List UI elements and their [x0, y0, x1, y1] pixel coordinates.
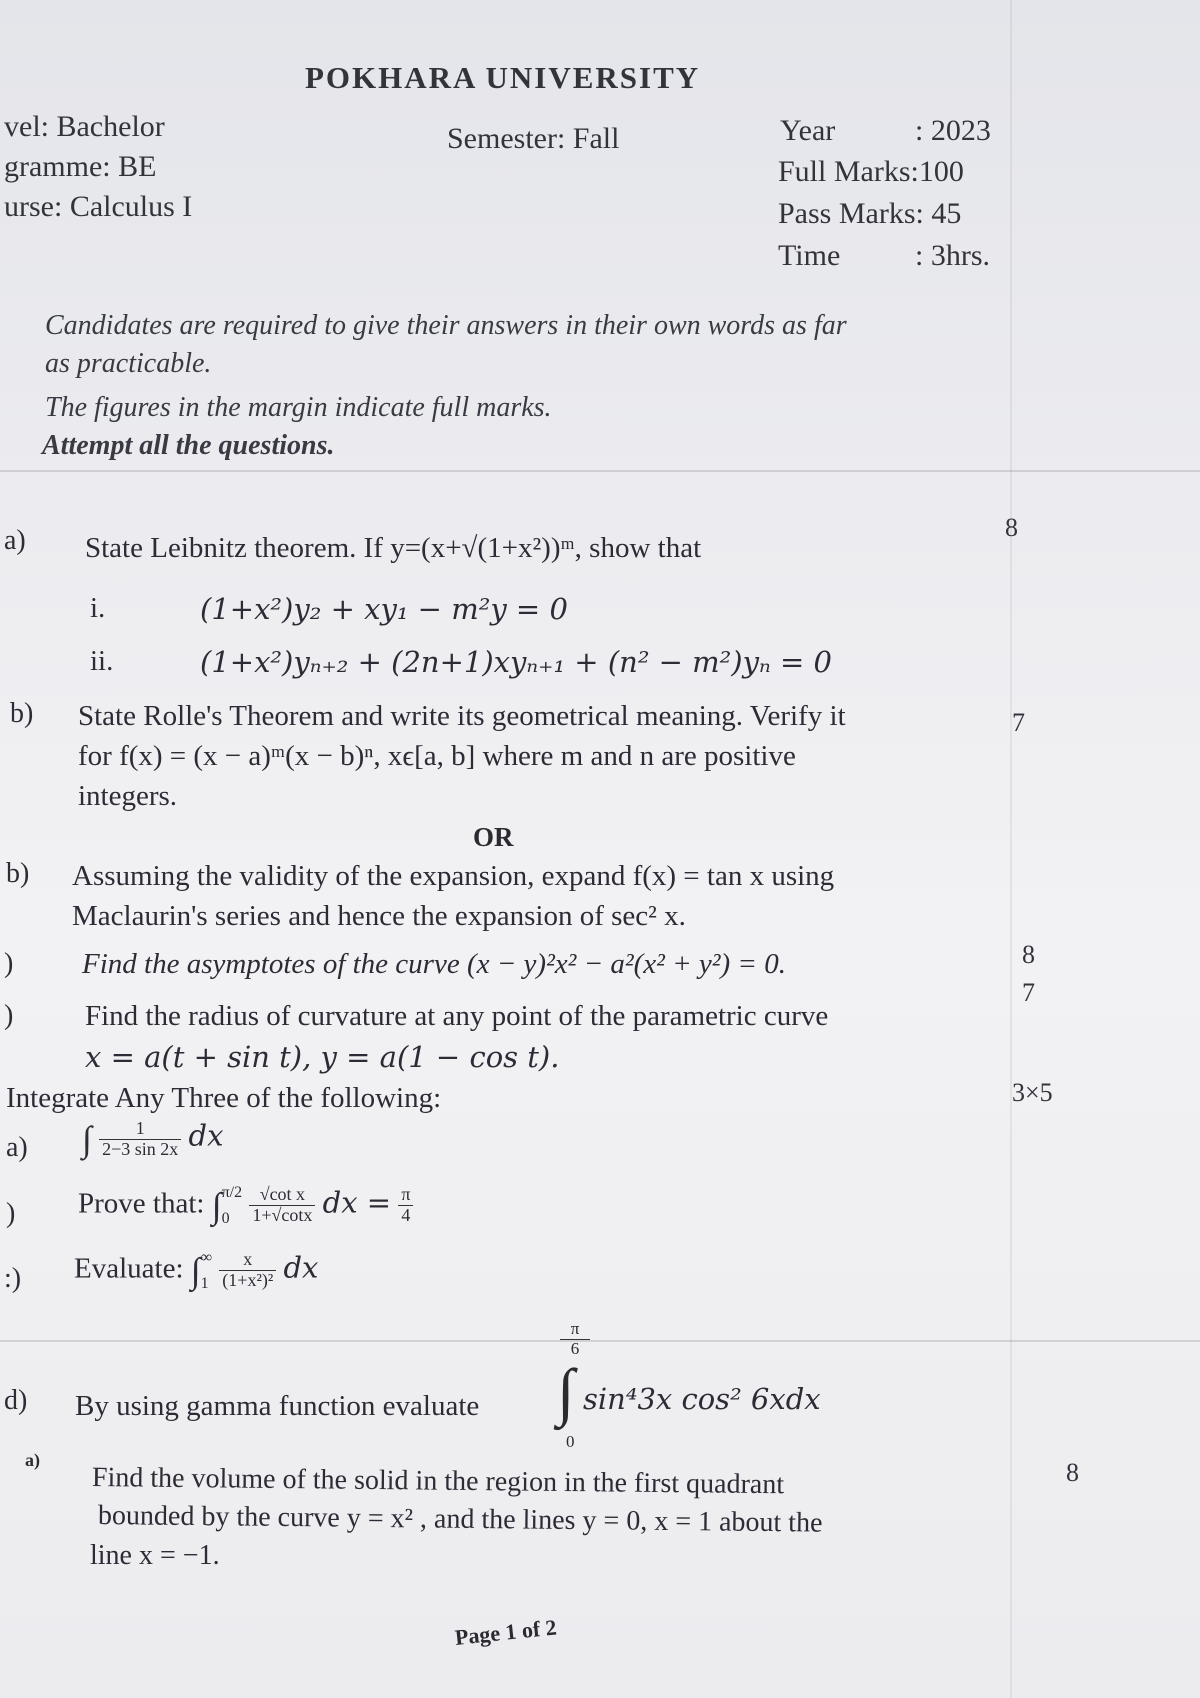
question-text: State Rolle's Theorem and write its geometrical meaning. Verify it [78, 700, 846, 732]
integral-c: Evaluate: ∫ ∞ 1 $\frac{x}{\text{(1+x²)²}}$ dx [74, 1249, 319, 1292]
question-label: a) [4, 525, 26, 556]
question-text: By using gamma function evaluate [75, 1390, 480, 1422]
integral-d-sign: ∫ [557, 1356, 575, 1427]
question-text: Find the volume of the solid in the region in the first quadrant [91, 1462, 785, 1501]
instruction-line: as practicable. [45, 348, 212, 379]
question-text: Find the radius of curvature at any point of the parametric curve [85, 1000, 829, 1032]
question-marks: 8 [1022, 940, 1035, 969]
instruction-line: Attempt all the questions. [42, 430, 335, 461]
question-text: x = a(t + sin t), y = a(1 − cos t). [85, 1040, 560, 1074]
question-label: a) [25, 1450, 40, 1470]
page-number: Page 1 of 2 [453, 1614, 558, 1650]
instruction-line: Candidates are required to give their answers in their own words as far [45, 310, 847, 341]
question-label: ) [4, 1000, 14, 1031]
question-marks: 7 [1022, 978, 1035, 1007]
question-label: ) [4, 948, 14, 979]
integral-b: Prove that: ∫ π/2 0 $\frac{\text{√cot x}}{1+√\cot x}$ dx = $\frac{\pi}{4}$ [78, 1180, 413, 1231]
sub-label: i. [90, 592, 106, 624]
time-label: Time [778, 239, 841, 272]
section-heading: Integrate Any Three of the following: [6, 1082, 442, 1114]
question-label: ) [6, 1198, 16, 1229]
question-marks: 3×5 [1012, 1078, 1053, 1107]
question-marks: 8 [1066, 1458, 1079, 1487]
question-text: integers. [78, 780, 178, 812]
paper-fold [1010, 0, 1012, 1698]
time-value: : 3hrs. [915, 239, 990, 272]
question-marks: 7 [1012, 708, 1025, 737]
question-label: b) [10, 698, 34, 729]
programme: gramme: BE [4, 150, 157, 183]
equation: (1+x²)y₂ + xy₁ − m²y = 0 [200, 592, 568, 626]
year-value: : 2023 [915, 114, 991, 147]
level: vel: Bachelor [4, 110, 165, 143]
question-label: d) [4, 1385, 28, 1416]
course: urse: Calculus I [4, 190, 193, 223]
question-label: :) [4, 1263, 22, 1294]
or-divider: OR [473, 822, 514, 852]
integral-d-integrand: sin⁴3x cos² 6xdx [583, 1382, 821, 1416]
equation: (1+x²)yₙ₊₂ + (2n+1)xyₙ₊₁ + (n² − m²)yₙ = 0 [200, 645, 832, 679]
question-text: bounded by the curve y = x² , and the lines y = 0, x = 1 about the [97, 1500, 823, 1539]
semester: Semester: Fall [447, 122, 620, 155]
paper-fold [0, 470, 1200, 472]
question-text: Assuming the validity of the expansion, expand f(x) = tan x using [72, 860, 835, 892]
question-text: Maclaurin's series and hence the expansion of sec² x. [72, 900, 686, 932]
question-text: State Leibnitz theorem. If y=(x+√(1+x²))ᵐ, show that [85, 532, 702, 564]
question-marks: 8 [1005, 513, 1018, 542]
integral-d-upper-limit: π 6 [560, 1320, 590, 1358]
year-label: Year [780, 114, 836, 147]
question-text: line x = −1. [90, 1540, 220, 1571]
paper-fold [0, 1340, 1200, 1342]
sub-label: ii. [90, 645, 114, 677]
question-text: Find the asymptotes of the curve (x − y)²x² − a²(x² + y²) = 0. [82, 948, 786, 980]
question-label: a) [6, 1132, 28, 1163]
integral-d-lower-limit: 0 [566, 1432, 575, 1451]
question-label: b) [6, 858, 30, 889]
instruction-line: The figures in the margin indicate full marks. [45, 392, 552, 423]
university-title: POKHARA UNIVERSITY [305, 60, 701, 95]
integral-a: ∫ $\frac{1}{2-3 \sin 2x}$ dx [82, 1117, 224, 1159]
full-marks: Full Marks:100 [778, 155, 964, 188]
pass-marks: Pass Marks: 45 [778, 197, 962, 230]
question-text: for f(x) = (x − a)ᵐ(x − b)ⁿ, xϵ[a, b] where m and n are positive [78, 740, 796, 772]
